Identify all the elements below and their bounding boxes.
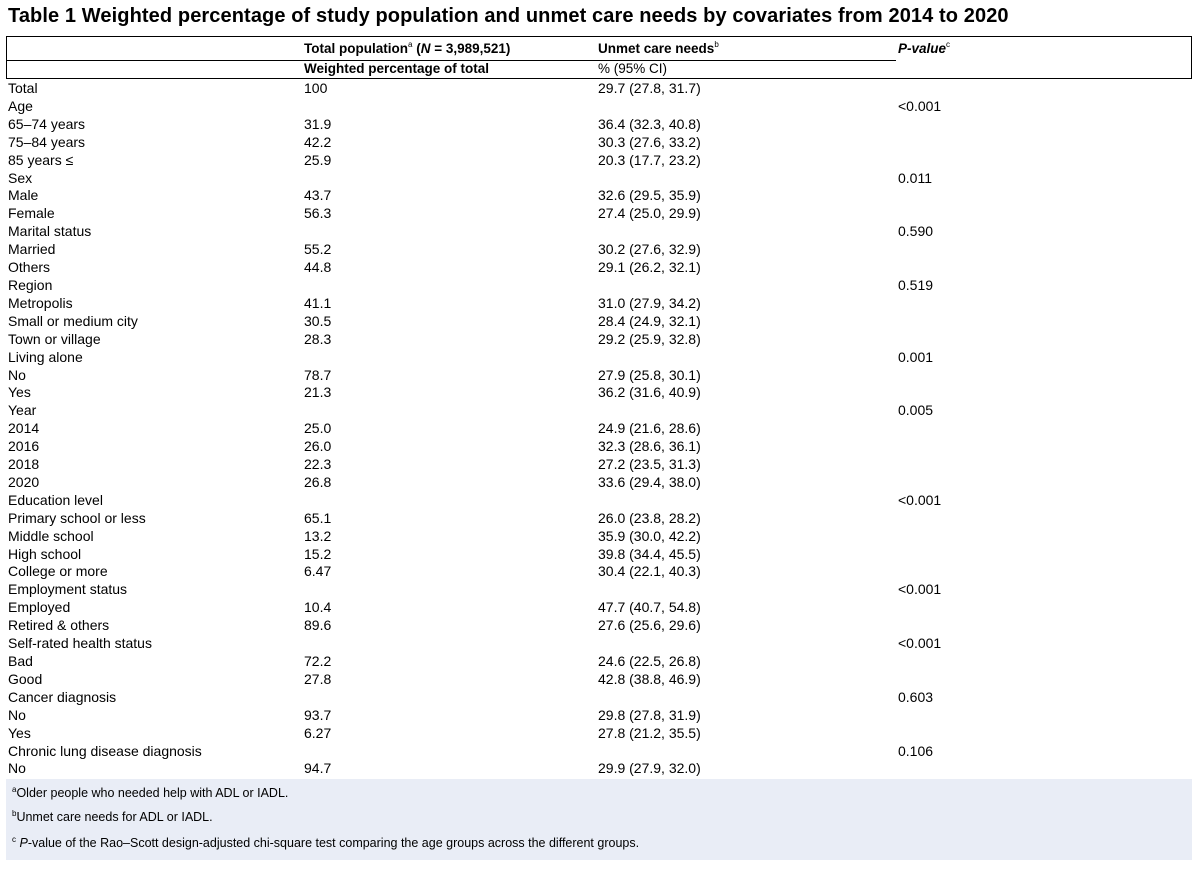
row-label: Total <box>8 80 38 96</box>
col-header-unmet <box>598 41 719 57</box>
table-row <box>0 671 1200 689</box>
row-unmet-percent: 32.6 (29.5, 35.9) <box>598 187 701 204</box>
row-label: No <box>8 366 26 383</box>
footnote-c <box>12 836 639 850</box>
footnote-c-text: -value of the Rao–Scott design-adjusted chi-square test comparing the age groups across the different groups. <box>27 836 640 850</box>
row-p-value: <0.001 <box>898 581 942 598</box>
row-label: 85 years ≤ <box>8 151 74 168</box>
row-p-value: 0.106 <box>898 742 934 759</box>
footnote-c-mark: c <box>12 835 16 844</box>
row-unmet-percent: 31.0 (27.9, 34.2) <box>598 294 701 311</box>
table-row <box>0 546 1200 564</box>
row-total-percent: 42.2 <box>304 133 332 150</box>
row-total-percent: 6.27 <box>304 724 332 741</box>
row-label: Middle school <box>8 527 94 544</box>
table-row <box>0 438 1200 456</box>
table-row <box>0 331 1200 349</box>
table-row <box>0 384 1200 402</box>
table-row <box>0 98 1200 116</box>
row-unmet-percent: 42.8 (38.8, 46.9) <box>598 670 701 687</box>
row-total-percent: 10.4 <box>304 599 332 616</box>
table-row <box>0 653 1200 671</box>
col-header-unmet-label: Unmet care needs <box>598 41 715 56</box>
footnote-mark-b: b <box>714 40 719 49</box>
row-label: Small or medium city <box>8 312 138 329</box>
table-row <box>0 134 1200 152</box>
row-p-value: <0.001 <box>898 635 942 652</box>
row-total-percent: 26.0 <box>304 438 332 455</box>
row-unmet-percent: 29.7 (27.8, 31.7) <box>598 80 701 96</box>
col-header-total <box>304 41 510 57</box>
col-header-total-n-label: N <box>420 41 431 56</box>
row-unmet-percent: 24.6 (22.5, 26.8) <box>598 653 701 669</box>
table-row <box>0 402 1200 420</box>
row-p-value: 0.011 <box>898 169 932 186</box>
row-label: Yes <box>8 724 31 741</box>
row-p-value: 0.590 <box>898 223 934 240</box>
table-row <box>0 313 1200 331</box>
row-unmet-percent: 27.9 (25.8, 30.1) <box>598 366 701 383</box>
row-unmet-percent: 29.9 (27.9, 32.0) <box>598 760 701 777</box>
table-title: Table 1 Weighted percentage of study population and unmet care needs by covariates from 2014 to 2020 <box>8 5 1009 27</box>
table-row <box>0 760 1200 778</box>
table-row <box>0 241 1200 259</box>
row-label: 2016 <box>8 438 40 455</box>
row-label: Region <box>8 276 53 293</box>
row-unmet-percent: 30.3 (27.6, 33.2) <box>598 133 701 150</box>
table-footnotes <box>6 779 1192 860</box>
table-row <box>0 563 1200 581</box>
row-total-percent: 28.3 <box>304 330 332 347</box>
footnote-a <box>12 786 288 800</box>
table-row <box>0 205 1200 223</box>
table-row <box>0 456 1200 474</box>
table-row <box>0 259 1200 277</box>
row-total-percent: 26.8 <box>304 473 332 490</box>
row-label: Yes <box>8 384 31 401</box>
row-unmet-percent: 28.4 (24.9, 32.1) <box>598 312 701 329</box>
row-unmet-percent: 39.8 (34.4, 45.5) <box>598 545 701 562</box>
row-unmet-percent: 32.3 (28.6, 36.1) <box>598 438 701 455</box>
row-unmet-percent: 47.7 (40.7, 54.8) <box>598 599 701 616</box>
row-unmet-percent: 36.4 (32.3, 40.8) <box>598 115 701 132</box>
footnote-b <box>12 810 213 824</box>
row-label: No <box>8 760 26 777</box>
row-label: 2020 <box>8 473 40 490</box>
row-unmet-percent: 20.3 (17.7, 23.2) <box>598 151 701 168</box>
table-row <box>0 581 1200 599</box>
row-unmet-percent: 30.4 (22.1, 40.3) <box>598 563 701 580</box>
row-label: College or more <box>8 563 108 580</box>
row-p-value: 0.519 <box>898 276 934 293</box>
row-label: Female <box>8 205 55 222</box>
row-total-percent: 31.9 <box>304 115 332 132</box>
table-row <box>0 707 1200 725</box>
col-header-unmet-sub: % (95% CI) <box>598 61 668 76</box>
row-unmet-percent: 36.2 (31.6, 40.9) <box>598 384 701 401</box>
footnote-b-mark: b <box>12 809 17 818</box>
row-label: 65–74 years <box>8 115 86 132</box>
table-row <box>0 420 1200 438</box>
row-unmet-percent: 27.8 (21.2, 35.5) <box>598 724 701 741</box>
table-row <box>0 367 1200 385</box>
row-total-percent: 25.9 <box>304 151 332 168</box>
footnote-mark-a: a <box>407 40 413 49</box>
table-row <box>0 617 1200 635</box>
col-header-total-label: Total population <box>304 41 408 56</box>
table-row <box>0 635 1200 653</box>
table-row <box>0 295 1200 313</box>
row-unmet-percent: 29.1 (26.2, 32.1) <box>598 259 701 276</box>
col-header-pvalue-label: P-value <box>898 41 947 56</box>
col-header-total-sub: Weighted percentage of total <box>304 61 490 76</box>
row-label: Married <box>8 241 56 258</box>
row-p-value: <0.001 <box>898 97 942 114</box>
row-label: 2018 <box>8 456 40 473</box>
row-label: Retired & others <box>8 617 110 634</box>
row-label: 75–84 years <box>8 133 86 150</box>
row-total-percent: 78.7 <box>304 366 332 383</box>
row-total-percent: 30.5 <box>304 312 332 329</box>
row-label: Others <box>8 259 51 276</box>
table-row <box>0 80 1200 98</box>
row-label: Metropolis <box>8 294 73 311</box>
row-label: 2014 <box>8 420 40 437</box>
row-total-percent: 6.47 <box>304 563 332 580</box>
row-label: Year <box>8 402 37 419</box>
row-p-value: 0.001 <box>898 348 934 365</box>
row-total-percent: 27.8 <box>304 670 332 687</box>
header-bottom-rule <box>304 78 896 79</box>
row-total-percent: 55.2 <box>304 241 332 258</box>
row-label: Sex <box>8 169 33 186</box>
table-row <box>0 725 1200 743</box>
row-total-percent: 22.3 <box>304 456 332 473</box>
row-unmet-percent: 24.9 (21.6, 28.6) <box>598 420 701 437</box>
row-label: No <box>8 706 26 723</box>
row-label: Chronic lung disease diagnosis <box>8 742 202 759</box>
row-unmet-percent: 30.2 (27.6, 32.9) <box>598 241 701 258</box>
row-unmet-percent: 29.2 (25.9, 32.8) <box>598 330 701 347</box>
table-row <box>0 492 1200 510</box>
row-unmet-percent: 27.4 (25.0, 29.9) <box>598 205 701 222</box>
row-p-value: 0.005 <box>898 402 934 419</box>
footnote-a-text: Older people who needed help with ADL or IADL. <box>16 786 289 800</box>
footnote-mark-c: c <box>946 40 951 49</box>
row-label: Town or village <box>8 330 101 347</box>
row-p-value: <0.001 <box>898 491 942 508</box>
row-unmet-percent: 35.9 (30.0, 42.2) <box>598 527 701 544</box>
row-label: Living alone <box>8 348 83 365</box>
row-label: Employed <box>8 599 71 616</box>
row-p-value: 0.603 <box>898 688 934 705</box>
footnote-c-label: P <box>19 836 28 850</box>
col-header-pvalue <box>898 41 950 57</box>
row-total-percent: 94.7 <box>304 760 332 777</box>
row-label: Primary school or less <box>8 509 146 526</box>
col-header-total-paren: ( <box>412 41 421 56</box>
table-row <box>0 474 1200 492</box>
row-total-percent: 21.3 <box>304 384 332 401</box>
row-label: Bad <box>8 653 33 669</box>
row-total-percent: 65.1 <box>304 509 332 526</box>
table-row <box>0 349 1200 367</box>
row-total-percent: 15.2 <box>304 545 332 562</box>
table-row <box>0 277 1200 295</box>
row-unmet-percent: 29.8 (27.8, 31.9) <box>598 706 701 723</box>
table-row <box>0 170 1200 188</box>
table-row <box>0 689 1200 707</box>
row-total-percent: 100 <box>304 80 328 96</box>
table-row <box>0 223 1200 241</box>
table-row <box>0 743 1200 761</box>
row-unmet-percent: 27.6 (25.6, 29.6) <box>598 617 701 634</box>
row-total-percent: 25.0 <box>304 420 332 437</box>
table-row <box>0 116 1200 134</box>
row-total-percent: 44.8 <box>304 259 332 276</box>
row-total-percent: 89.6 <box>304 617 332 634</box>
row-total-percent: 72.2 <box>304 653 332 669</box>
row-total-percent: 41.1 <box>304 294 332 311</box>
row-total-percent: 93.7 <box>304 706 332 723</box>
table-body <box>0 80 1200 778</box>
row-label: Age <box>8 97 33 114</box>
row-unmet-percent: 33.6 (29.4, 38.0) <box>598 473 701 490</box>
row-total-percent: 56.3 <box>304 205 332 222</box>
table-row <box>0 152 1200 170</box>
footnote-b-text: Unmet care needs for ADL or IADL. <box>16 810 213 824</box>
row-label: Male <box>8 187 39 204</box>
table-row <box>0 187 1200 205</box>
col-header-total-n-value: = 3,989,521) <box>430 41 511 56</box>
row-label: Marital status <box>8 223 92 240</box>
row-total-percent: 13.2 <box>304 527 332 544</box>
table-row <box>0 528 1200 546</box>
row-label: High school <box>8 545 82 562</box>
table-row <box>0 510 1200 528</box>
row-label: Education level <box>8 491 103 508</box>
row-label: Cancer diagnosis <box>8 688 117 705</box>
table-row <box>0 599 1200 617</box>
row-label: Good <box>8 670 43 687</box>
row-unmet-percent: 27.2 (23.5, 31.3) <box>598 456 701 473</box>
row-unmet-percent: 26.0 (23.8, 28.2) <box>598 509 701 526</box>
row-total-percent: 43.7 <box>304 187 332 204</box>
footnote-a-mark: a <box>12 785 17 794</box>
row-label: Employment status <box>8 581 128 598</box>
row-label: Self-rated health status <box>8 635 152 652</box>
